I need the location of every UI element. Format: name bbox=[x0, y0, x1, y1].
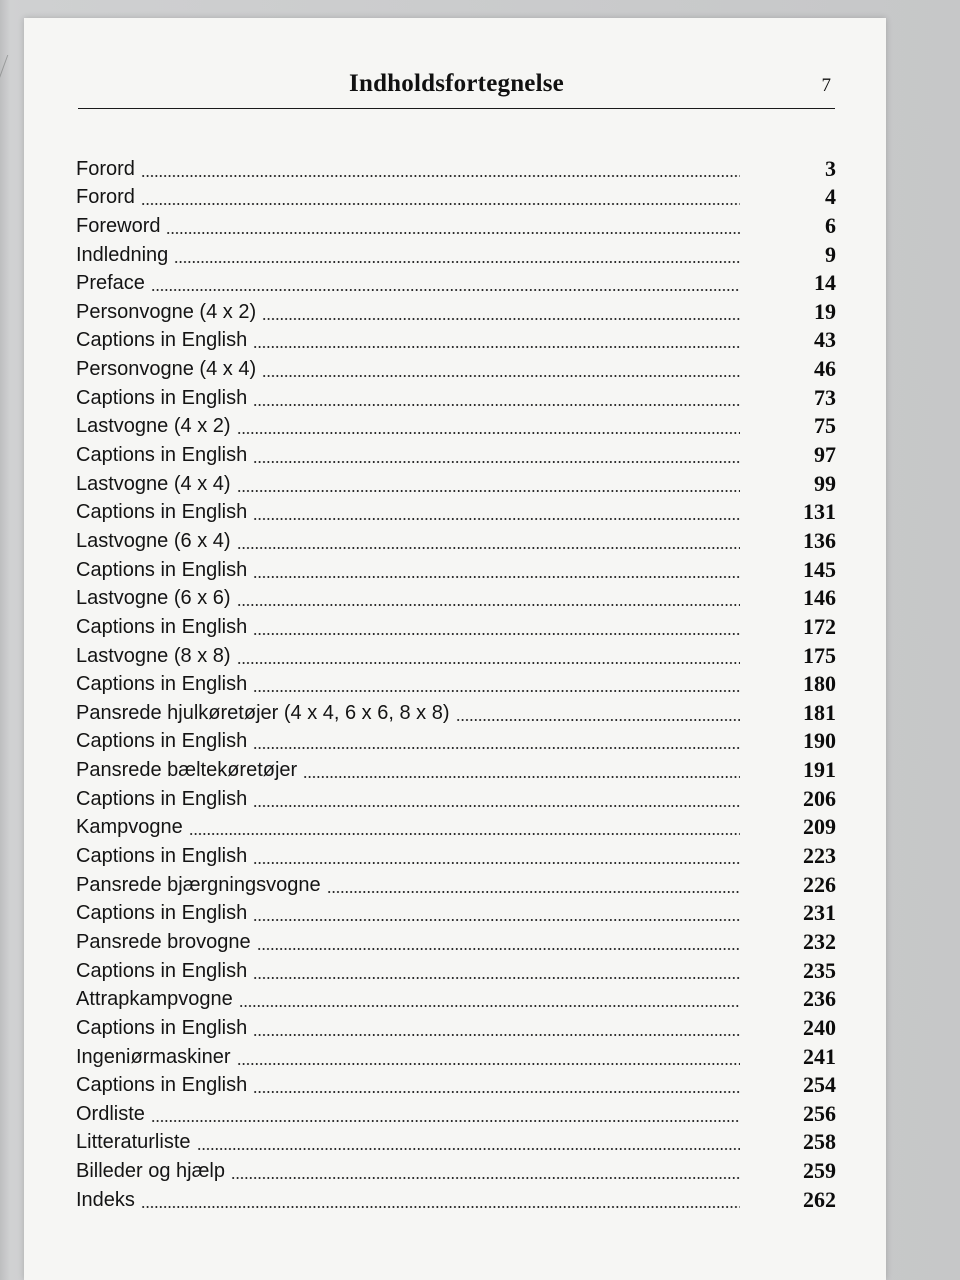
toc-entry-page: 46 bbox=[814, 356, 836, 382]
toc-entry-page: 209 bbox=[803, 814, 836, 840]
toc-entry-page: 262 bbox=[803, 1186, 836, 1212]
toc-dot-leader bbox=[253, 1091, 740, 1093]
toc-entry-label: Attrapkampvogne bbox=[76, 988, 233, 1011]
toc-entry bbox=[76, 1097, 836, 1126]
toc-entry bbox=[76, 1154, 836, 1183]
toc-entry-page: 236 bbox=[803, 986, 836, 1012]
toc-dot-leader bbox=[253, 805, 740, 807]
toc-entry bbox=[76, 811, 836, 840]
toc-dot-leader bbox=[237, 662, 740, 664]
toc-dot-leader bbox=[237, 432, 740, 434]
toc-entry-label: Billeder og hjælp bbox=[76, 1160, 225, 1183]
toc-dot-leader bbox=[456, 719, 741, 721]
toc-dot-leader bbox=[253, 919, 740, 921]
toc-entry bbox=[76, 1069, 836, 1098]
toc-dot-leader bbox=[189, 833, 740, 835]
toc-entry-page: 146 bbox=[803, 585, 836, 611]
toc-entry bbox=[76, 324, 836, 353]
toc-entry bbox=[76, 983, 836, 1012]
toc-entry-label: Pansrede bæltekøretøjer bbox=[76, 759, 298, 782]
toc-entry-label: Litteraturliste bbox=[76, 1131, 191, 1154]
toc-dot-leader bbox=[141, 175, 740, 177]
toc-entry-label: Captions in English bbox=[76, 329, 248, 352]
toc-entry bbox=[76, 209, 836, 238]
toc-entry-label: Captions in English bbox=[76, 615, 248, 638]
toc-entry-page: 73 bbox=[814, 384, 836, 410]
toc-dot-leader bbox=[174, 261, 740, 263]
toc-entry-page: 136 bbox=[803, 527, 836, 553]
toc-entry bbox=[76, 868, 836, 897]
toc-entry-page: 172 bbox=[803, 613, 836, 639]
toc-entry bbox=[76, 467, 836, 496]
toc-dot-leader bbox=[253, 747, 740, 749]
toc-entry-page: 240 bbox=[803, 1014, 836, 1040]
toc-entry-label: Captions in English bbox=[76, 386, 248, 409]
toc-entry-page: 97 bbox=[814, 442, 836, 468]
toc-dot-leader bbox=[231, 1177, 740, 1179]
toc-entry bbox=[76, 668, 836, 697]
toc-entry-label: Ordliste bbox=[76, 1102, 145, 1125]
toc-entry bbox=[76, 181, 836, 210]
toc-entry-label: Pansrede brovogne bbox=[76, 930, 251, 953]
toc-entry-label: Captions in English bbox=[76, 845, 248, 868]
toc-entry-label: Captions in English bbox=[76, 902, 248, 925]
toc-entry-label: Captions in English bbox=[76, 501, 248, 524]
toc-entry bbox=[76, 696, 836, 725]
toc-entry-page: 75 bbox=[814, 413, 836, 439]
toc-entry-page: 256 bbox=[803, 1100, 836, 1126]
toc-entry-label: Captions in English bbox=[76, 558, 248, 581]
toc-entry-label: Lastvogne (4 x 2) bbox=[76, 415, 231, 438]
toc-entry-label: Personvogne (4 x 2) bbox=[76, 300, 257, 323]
toc-dot-leader bbox=[253, 404, 740, 406]
toc-dot-leader bbox=[151, 1120, 740, 1122]
toc-entry-page: 206 bbox=[803, 785, 836, 811]
toc-entry bbox=[76, 152, 836, 181]
toc-entry-label: Captions in English bbox=[76, 730, 248, 753]
toc-dot-leader bbox=[253, 1034, 740, 1036]
toc-dot-leader bbox=[237, 490, 740, 492]
toc-entry bbox=[76, 725, 836, 754]
toc-dot-leader bbox=[253, 690, 740, 692]
toc-entry bbox=[76, 582, 836, 611]
toc-entry-page: 131 bbox=[803, 499, 836, 525]
toc-entry-label: Captions in English bbox=[76, 787, 248, 810]
toc-entry-page: 175 bbox=[803, 642, 836, 668]
toc-entry-page: 181 bbox=[803, 699, 836, 725]
toc-entry-page: 259 bbox=[803, 1158, 836, 1184]
toc-entry-label: Captions in English bbox=[76, 1074, 248, 1097]
page-header bbox=[78, 70, 835, 109]
toc-dot-leader bbox=[253, 977, 740, 979]
toc-entry bbox=[76, 553, 836, 582]
book-page bbox=[24, 18, 886, 1280]
page-title: Indholdsfortegnelse bbox=[349, 70, 564, 97]
toc-entry-label: Forord bbox=[76, 157, 135, 180]
toc-entry-page: 3 bbox=[825, 155, 836, 181]
toc-entry-label: Personvogne (4 x 4) bbox=[76, 358, 257, 381]
toc-entry bbox=[76, 925, 836, 954]
toc-dot-leader bbox=[141, 203, 740, 205]
toc-entry-page: 254 bbox=[803, 1072, 836, 1098]
toc-entry bbox=[76, 1040, 836, 1069]
toc-dot-leader bbox=[166, 232, 740, 234]
toc-dot-leader bbox=[197, 1148, 741, 1150]
toc-entry-page: 145 bbox=[803, 556, 836, 582]
toc-dot-leader bbox=[262, 375, 740, 377]
toc-entry-page: 99 bbox=[814, 470, 836, 496]
toc-entry-label: Pansrede bjærgningsvogne bbox=[76, 873, 321, 896]
toc-entry-label: Foreword bbox=[76, 214, 161, 237]
toc-entry bbox=[76, 438, 836, 467]
toc-entry-page: 6 bbox=[825, 212, 836, 238]
toc-entry-label: Captions in English bbox=[76, 673, 248, 696]
toc-entry bbox=[76, 352, 836, 381]
toc-dot-leader bbox=[253, 633, 740, 635]
toc-entry-page: 223 bbox=[803, 843, 836, 869]
toc-entry bbox=[76, 839, 836, 868]
toc-entry-label: Preface bbox=[76, 272, 145, 295]
toc-dot-leader bbox=[253, 461, 740, 463]
toc-dot-leader bbox=[237, 1063, 740, 1065]
toc-entry-label: Captions in English bbox=[76, 1016, 248, 1039]
toc-dot-leader bbox=[327, 891, 740, 893]
toc-dot-leader bbox=[253, 576, 740, 578]
toc-entry bbox=[76, 897, 836, 926]
toc-entry-label: Captions in English bbox=[76, 959, 248, 982]
toc-entry bbox=[76, 496, 836, 525]
toc-entry bbox=[76, 1126, 836, 1155]
toc-entry-page: 235 bbox=[803, 957, 836, 983]
toc-dot-leader bbox=[257, 948, 740, 950]
toc-entry-page: 241 bbox=[803, 1043, 836, 1069]
toc-entry bbox=[76, 954, 836, 983]
toc-entry-label: Indledning bbox=[76, 243, 169, 266]
toc-dot-leader bbox=[253, 346, 740, 348]
toc-entry-label: Pansrede hjulkøretøjer (4 x 4, 6 x 6, 8 x 8) bbox=[76, 701, 450, 724]
toc-entry-label: Kampvogne bbox=[76, 816, 183, 839]
toc-entry-label: Indeks bbox=[76, 1188, 135, 1211]
toc-entry-page: 180 bbox=[803, 671, 836, 697]
toc-entry bbox=[76, 1183, 836, 1212]
toc-entry-page: 191 bbox=[803, 757, 836, 783]
toc-dot-leader bbox=[237, 604, 740, 606]
toc-entry-page: 226 bbox=[803, 871, 836, 897]
toc-dot-leader bbox=[253, 862, 740, 864]
toc-entry-page: 4 bbox=[825, 184, 836, 210]
toc-entry-page: 9 bbox=[825, 241, 836, 267]
toc-entry bbox=[76, 267, 836, 296]
toc-entry bbox=[76, 381, 836, 410]
toc-entry bbox=[76, 410, 836, 439]
book-edge bbox=[0, 55, 14, 95]
toc-entry bbox=[76, 524, 836, 553]
toc-entry bbox=[76, 639, 836, 668]
toc-entry bbox=[76, 295, 836, 324]
toc-entry-label: Lastvogne (6 x 6) bbox=[76, 587, 231, 610]
toc-dot-leader bbox=[253, 518, 740, 520]
toc-entry-page: 231 bbox=[803, 900, 836, 926]
toc-entry-label: Forord bbox=[76, 186, 135, 209]
toc-entry-page: 43 bbox=[814, 327, 836, 353]
toc-dot-leader bbox=[141, 1206, 740, 1208]
toc-entry bbox=[76, 610, 836, 639]
toc-entry-page: 232 bbox=[803, 928, 836, 954]
toc-dot-leader bbox=[262, 318, 740, 320]
toc-entry bbox=[76, 782, 836, 811]
toc-entry-page: 258 bbox=[803, 1129, 836, 1155]
toc-entry bbox=[76, 1011, 836, 1040]
toc-entry-label: Lastvogne (8 x 8) bbox=[76, 644, 231, 667]
toc-dot-leader bbox=[151, 289, 740, 291]
table-of-contents bbox=[76, 152, 836, 1212]
toc-entry-label: Ingeniørmaskiner bbox=[76, 1045, 231, 1068]
toc-entry-label: Lastvogne (4 x 4) bbox=[76, 472, 231, 495]
toc-entry-page: 19 bbox=[814, 298, 836, 324]
toc-dot-leader bbox=[303, 776, 740, 778]
toc-entry bbox=[76, 238, 836, 267]
toc-entry bbox=[76, 753, 836, 782]
toc-entry-page: 190 bbox=[803, 728, 836, 754]
toc-entry-label: Lastvogne (6 x 4) bbox=[76, 529, 231, 552]
toc-dot-leader bbox=[239, 1005, 740, 1007]
toc-entry-page: 14 bbox=[814, 270, 836, 296]
toc-entry-label: Captions in English bbox=[76, 444, 248, 467]
page-number: 7 bbox=[821, 75, 831, 96]
toc-dot-leader bbox=[237, 547, 740, 549]
